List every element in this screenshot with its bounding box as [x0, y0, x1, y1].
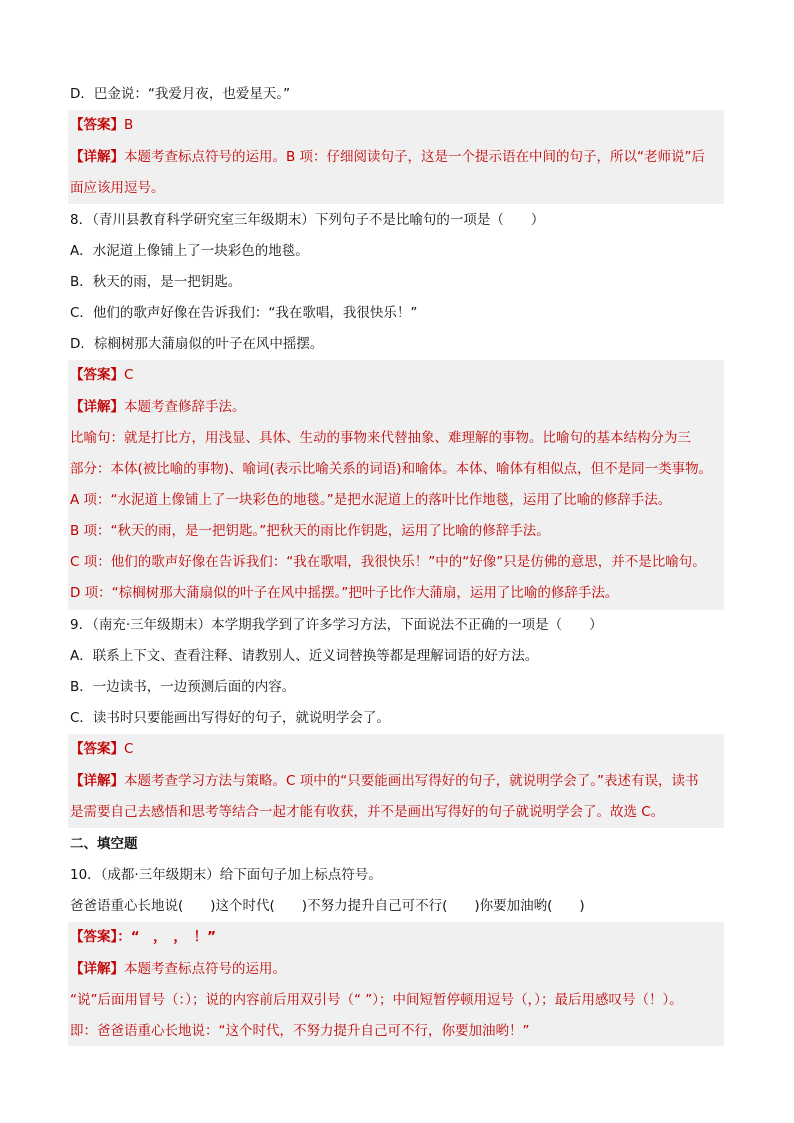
q7-detail [70, 142, 705, 173]
answer-tag: 【答案】 [70, 929, 118, 945]
detail-tag: 【详解】 [70, 773, 124, 789]
detail-tag: 【详解】 [70, 399, 124, 415]
q9-detail-cont: 是需要自己去感悟和思考等结合一起才能有收获，并不是画出写得好的句子就说明学会了。故选 C。 [70, 804, 665, 820]
detail-text: 本题考查标点符号的运用。B 项：仔细阅读句子，这是一个提示语在中间的句子，所以“老师说”后 [124, 149, 706, 165]
q9-answer [70, 734, 133, 765]
q8-detail-line: A 项：“水泥道上像铺上了一块彩色的地毯。”是把水泥道上的落叶比作地毯，运用了比喻的修辞手法。 [70, 492, 672, 508]
q10-detail-line: “说”后面用冒号（：）；说的内容前后用双引号（“ ”）；中间短暂停顿用逗号（，）；最后用感叹号（！）。 [70, 992, 683, 1008]
q8-detail-line: C 项：他们的歌声好像在告诉我们：“我在歌唱，我很快乐！”中的“好像”只是仿佛的意思，并不是比喻句。 [70, 554, 706, 570]
q9-option-c: C．读书时只要能画出写得好的句子，就说明学会了。 [70, 710, 390, 726]
q8-option-c: C．他们的歌声好像在告诉我们：“我在歌唱，我很快乐！” [70, 305, 418, 321]
q8-detail [70, 392, 246, 423]
answer-value: C [124, 741, 134, 757]
q8-option-d: D．棕榈树那大蒲扇似的叶子在风中摇摆。 [70, 336, 324, 352]
q9-detail [70, 766, 698, 797]
detail-text: 本题考查标点符号的运用。 [124, 961, 286, 977]
q8-option-b: B．秋天的雨，是一把钥匙。 [70, 274, 242, 290]
q8-stem: 8．（青川县教育科学研究室三年级期末）下列句子不是比喻句的一项是（ ） [70, 212, 545, 228]
q9-option-b: B．一边读书，一边预测后面的内容。 [70, 679, 296, 695]
q10-sentence: 爸爸语重心长地说( )这个时代( )不努力提升自己可不行( )你要加油哟( ) [70, 898, 585, 914]
answer-tag: 【答案】 [70, 117, 124, 133]
q8-option-a: A．水泥道上像铺上了一块彩色的地毯。 [70, 243, 309, 259]
q10-detail-line: 即：爸爸语重心长地说：“这个时代，不努力提升自己可不行，你要加油哟！” [70, 1023, 530, 1039]
detail-text: 本题考查修辞手法。 [124, 399, 246, 415]
q8-detail-line: 比喻句：就是打比方，用浅显、具体、生动的事物来代替抽象、难理解的事物。比喻句的基本结构分为三 [70, 430, 691, 446]
q8-detail-line: D 项：“棕榈树那大蒲扇似的叶子在风中摇摆。”把叶子比作大蒲扇，运用了比喻的修辞手法。 [70, 585, 619, 601]
q7-answer [70, 110, 133, 141]
answer-tag: 【答案】 [70, 367, 124, 383]
q10-detail [70, 954, 286, 985]
answer-value: C [124, 367, 134, 383]
q8-answer [70, 360, 133, 391]
q10-stem: 10．（成都·三年级期末）给下面句子加上标点符号。 [70, 867, 382, 883]
detail-tag: 【详解】 [70, 149, 124, 165]
answer-value: B [124, 117, 134, 133]
q9-stem: 9．（南充·三年级期末）本学期我学到了许多学习方法，下面说法不正确的一项是（ ） [70, 617, 603, 633]
detail-tag: 【详解】 [70, 961, 124, 977]
detail-text: 本题考查学习方法与策略。C 项中的“只要能画出写得好的句子，就说明学会了。”表述有误，读书 [124, 773, 699, 789]
q8-detail-line: B 项：“秋天的雨，是一把钥匙。”把秋天的雨比作钥匙，运用了比喻的修辞手法。 [70, 523, 550, 539]
q10-answer [70, 922, 216, 953]
q7-detail-cont: 面应该用逗号。 [70, 180, 165, 196]
q9-option-a: A．联系上下文、查看注释、请教别人、近义词替换等都是理解词语的好方法。 [70, 648, 539, 664]
section-title: 二、填空题 [70, 836, 138, 852]
answer-value: ：“ ， ， ！” [117, 929, 216, 945]
answer-tag: 【答案】 [70, 741, 124, 757]
q8-detail-line: 部分：本体(被比喻的事物)、喻词(表示比喻关系的词语)和喻体。本体、喻体有相似点，但不是同一类事物。 [70, 461, 713, 477]
q7-option-d: D．巴金说：“我爱月夜，也爱星天。” [70, 86, 291, 102]
